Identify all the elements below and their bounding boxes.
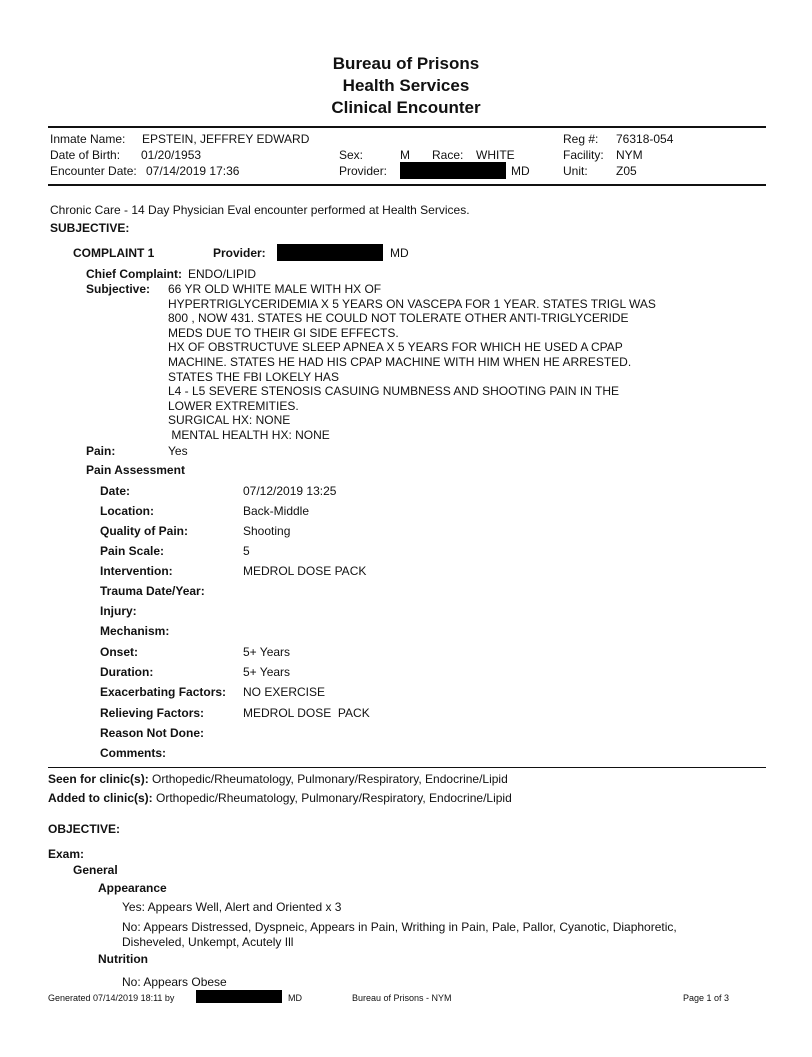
- exacerbating-factors-label: Exacerbating Factors:: [100, 685, 227, 699]
- facility-label: Facility:: [563, 148, 604, 162]
- section-rule: [48, 767, 766, 768]
- comments-label: Comments:: [100, 746, 167, 760]
- pain-intervention-value: MEDROL DOSE PACK: [243, 564, 367, 578]
- seen-for-clinics-value: Orthopedic/Rheumatology, Pulmonary/Respiratory, Endocrine/Lipid: [152, 772, 508, 786]
- subjective-line: MENTAL HEALTH HX: NONE: [168, 427, 330, 442]
- document-title: Bureau of Prisons: [332, 54, 480, 73]
- subjective-line: SURGICAL HX: NONE: [168, 413, 291, 428]
- encounter-date-value: 07/14/2019 17:36: [146, 164, 240, 178]
- redaction-provider-name: [400, 162, 506, 179]
- dob-value: 01/20/1953: [141, 148, 202, 162]
- provider-label: Provider:: [339, 164, 388, 178]
- complaint-provider-suffix: MD: [390, 246, 409, 260]
- encounter-summary: Chronic Care - 14 Day Physician Eval encounter performed at Health Services.: [50, 203, 470, 217]
- footer-suffix: MD: [288, 993, 302, 1003]
- provider-suffix: MD: [511, 164, 530, 178]
- subjective-line: HYPERTRIGLYCERIDEMIA X 5 YEARS ON VASCEPA FOR 1 YEAR. STATES TRIGL WAS: [168, 296, 656, 311]
- pain-assessment-heading: Pain Assessment: [86, 463, 185, 477]
- nutrition-label: Nutrition: [98, 952, 148, 966]
- complaint-label: COMPLAINT 1: [73, 246, 155, 260]
- header-rule-bottom: [48, 184, 766, 186]
- seen-for-clinics-label: Seen for clinic(s):: [48, 772, 149, 786]
- document-subtitle: Health Services: [342, 76, 470, 95]
- subjective-text: [168, 282, 656, 443]
- injury-label: Injury:: [100, 604, 137, 618]
- pain-quality-value: Shooting: [243, 524, 291, 538]
- redaction-complaint-provider: [277, 244, 383, 261]
- subjective-label: Subjective:: [86, 282, 151, 296]
- pain-intervention-label: Intervention:: [100, 564, 173, 578]
- added-to-clinics: [48, 791, 512, 805]
- subjective-line: LOWER EXTREMITIES.: [168, 398, 299, 413]
- exacerbating-factors-value: NO EXERCISE: [243, 685, 326, 699]
- subjective-heading: SUBJECTIVE:: [50, 221, 130, 235]
- duration-label: Duration:: [100, 665, 154, 679]
- appearance-no-line2: Disheveled, Unkempt, Acutely Ill: [122, 935, 294, 949]
- reason-not-done-label: Reason Not Done:: [100, 726, 205, 740]
- unit-label: Unit:: [563, 164, 588, 178]
- pain-date-value: 07/12/2019 13:25: [243, 484, 337, 498]
- pain-label: Pain:: [86, 444, 116, 458]
- pain-location-value: Back-Middle: [243, 504, 310, 518]
- dob-label: Date of Birth:: [50, 148, 121, 162]
- appearance-no-line1: No: Appears Distressed, Dyspneic, Appears in Pain, Writhing in Pain, Pale, Pallor, Cyanotic, Diaphoretic,: [122, 920, 677, 934]
- document-heading: Clinical Encounter: [331, 98, 481, 117]
- unit-value: Z05: [616, 164, 637, 178]
- exam-label: Exam:: [48, 847, 85, 861]
- added-to-clinics-label: Added to clinic(s):: [48, 791, 153, 805]
- subjective-line: STATES THE FBI LOKELY HAS: [168, 369, 339, 384]
- general-label: General: [73, 863, 118, 877]
- footer-page-number: Page 1 of 3: [683, 993, 730, 1003]
- footer-center: Bureau of Prisons - NYM: [352, 993, 452, 1003]
- header-rule-top: [48, 126, 766, 128]
- subjective-line: MEDS DUE TO THEIR GI SIDE EFFECTS.: [168, 325, 399, 340]
- subjective-line: HX OF OBSTRUCTUVE SLEEP APNEA X 5 YEARS FOR WHICH HE USED A CPAP: [168, 340, 623, 355]
- duration-value: 5+ Years: [243, 665, 291, 679]
- pain-quality-label: Quality of Pain:: [100, 524, 189, 538]
- objective-heading: OBJECTIVE:: [48, 822, 121, 836]
- onset-label: Onset:: [100, 645, 139, 659]
- inmate-name-label: Inmate Name:: [50, 132, 126, 146]
- subjective-line: 66 YR OLD WHITE MALE WITH HX OF: [168, 282, 382, 296]
- pain-scale-label: Pain Scale:: [100, 544, 165, 558]
- chief-complaint-label: Chief Complaint:: [86, 267, 182, 281]
- mechanism-label: Mechanism:: [100, 624, 170, 638]
- seen-for-clinics: [48, 772, 508, 786]
- pain-date-label: Date:: [100, 484, 131, 498]
- subjective-line: MACHINE. STATES HE HAD HIS CPAP MACHINE WITH HIM WHEN HE ARRESTED.: [168, 354, 632, 369]
- sex-label: Sex:: [339, 148, 364, 162]
- pain-scale-value: 5: [243, 544, 250, 558]
- reg-value: 76318-054: [616, 132, 674, 146]
- appearance-yes: Yes: Appears Well, Alert and Oriented x 3: [122, 900, 342, 914]
- subjective-line: L4 - L5 SEVERE STENOSIS CASUING NUMBNESS AND SHOOTING PAIN IN THE: [168, 384, 619, 399]
- encounter-date-label: Encounter Date:: [50, 164, 137, 178]
- pain-location-label: Location:: [100, 504, 154, 518]
- footer-generated: Generated 07/14/2019 18:11 by: [48, 993, 175, 1003]
- race-value: WHITE: [476, 148, 515, 162]
- race-label: Race:: [432, 148, 464, 162]
- added-to-clinics-value: Orthopedic/Rheumatology, Pulmonary/Respiratory, Endocrine/Lipid: [156, 791, 512, 805]
- facility-value: NYM: [616, 148, 643, 162]
- pain-value: Yes: [168, 444, 188, 458]
- subjective-line: 800 , NOW 431. STATES HE COULD NOT TOLERATE OTHER ANTI-TRIGLYCERIDE: [168, 311, 629, 326]
- onset-value: 5+ Years: [243, 645, 291, 659]
- trauma-date-label: Trauma Date/Year:: [100, 584, 205, 598]
- complaint-provider-label: Provider:: [213, 246, 266, 260]
- redaction-footer-name: [196, 990, 282, 1003]
- sex-value: M: [400, 148, 410, 162]
- inmate-name-value: EPSTEIN, JEFFREY EDWARD: [142, 132, 310, 146]
- appearance-label: Appearance: [98, 881, 167, 895]
- reg-label: Reg #:: [563, 132, 599, 146]
- nutrition-no: No: Appears Obese: [122, 975, 227, 989]
- relieving-factors-label: Relieving Factors:: [100, 706, 205, 720]
- relieving-factors-value: MEDROL DOSE PACK: [243, 706, 370, 720]
- chief-complaint-value: ENDO/LIPID: [188, 267, 257, 281]
